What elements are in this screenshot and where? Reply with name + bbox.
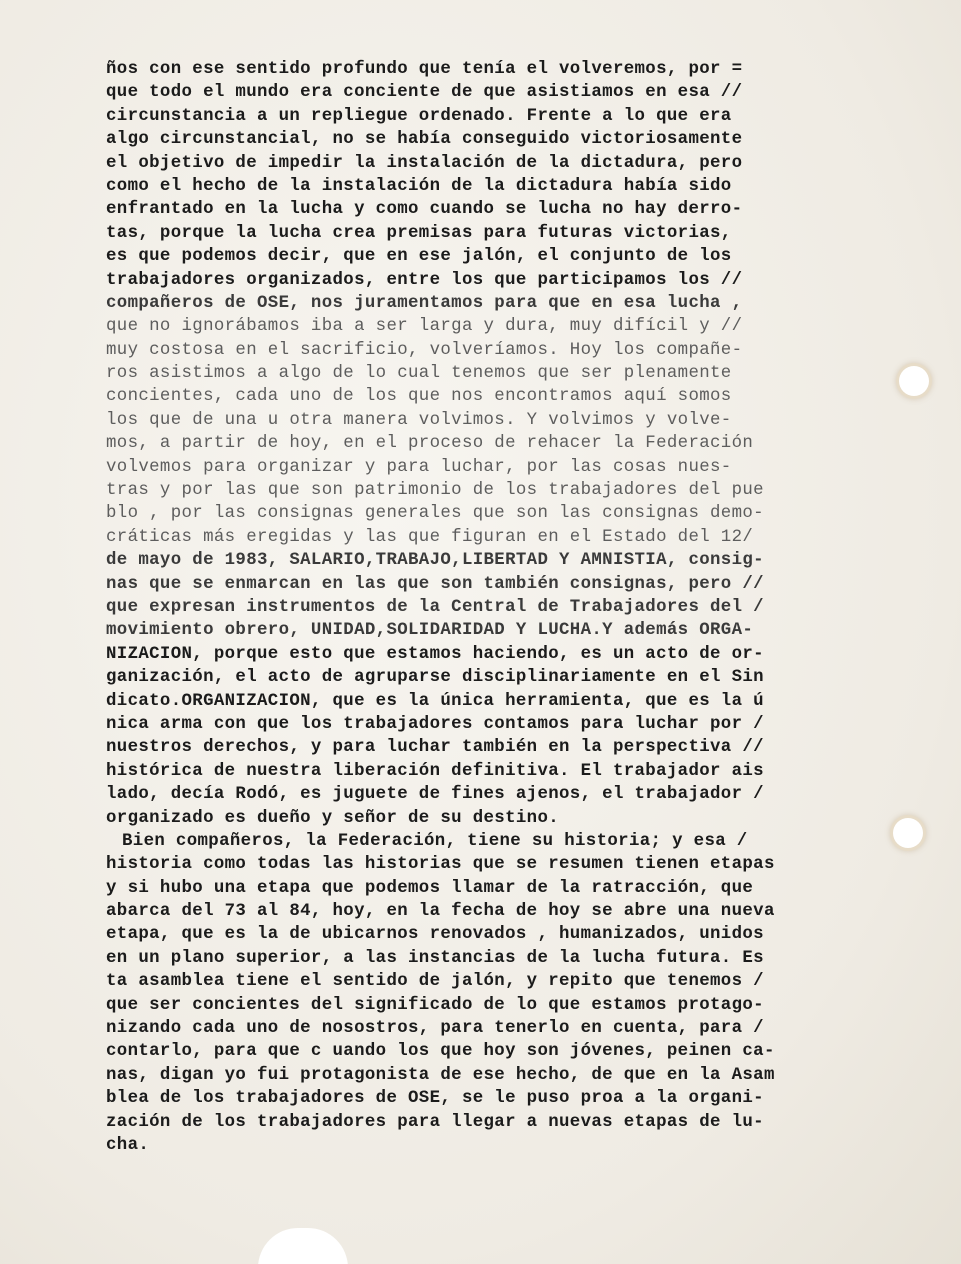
text-line: en un plano superior, a las instancias de la lucha futura. Es <box>106 948 764 968</box>
text-line: que ser concientes del significado de lo que estamos protago- <box>106 995 764 1015</box>
punch-hole-upper <box>899 366 929 396</box>
text-line: algo circunstancial, no se había conseguido victoriosamente <box>106 130 743 150</box>
text-line: tas, porque la lucha crea premisas para futuras victorias, <box>106 223 732 243</box>
text-line: muy costosa en el sacrificio, volveríamos. Hoy los compañe- <box>106 340 743 360</box>
text-line: tras y por las que son patrimonio de los trabajadores del pue <box>106 481 764 501</box>
text-line: Bien compañeros, la Federación, tiene su historia; y esa / <box>122 831 748 851</box>
text-line: ros asistimos a algo de lo cual tenemos que ser plenamente <box>106 364 732 384</box>
punch-hole-lower <box>893 818 923 848</box>
text-line: abarca del 73 al 84, hoy, en la fecha de hoy se abre una nueva <box>106 902 775 922</box>
text-line: que expresan instrumentos de la Central de Trabajadores del / <box>106 597 764 617</box>
text-line: nizando cada uno de nosostros, para tenerlo en cuenta, para / <box>106 1019 764 1039</box>
text-line: enfrantado en la lucha y como cuando se lucha no hay derro- <box>106 200 743 220</box>
text-line: cha. <box>106 1135 150 1155</box>
text-line: nas que se enmarcan en las que son también consignas, pero // <box>106 574 764 594</box>
typed-text-body <box>106 58 896 1157</box>
text-line: circunstancia a un repliegue ordenado. Frente a lo que era <box>106 106 732 126</box>
text-line: cráticas más eregidas y las que figuran en el Estado del 12/ <box>106 527 754 547</box>
text-line: dicato.ORGANIZACION, que es la única herramienta, que es la ú <box>106 691 764 711</box>
torn-edge <box>258 1228 348 1264</box>
text-line: de mayo de 1983, SALARIO,TRABAJO,LIBERTAD Y AMNISTIA, consig- <box>106 551 764 571</box>
text-line: blea de los trabajadores de OSE, se le puso proa a la organi- <box>106 1089 764 1109</box>
text-line: etapa, que es la de ubicarnos renovados , humanizados, unidos <box>106 925 764 945</box>
text-line: nas, digan yo fui protagonista de ese hecho, de que en la Asam <box>106 1065 775 1085</box>
text-line: volvemos para organizar y para luchar, por las cosas nues- <box>106 457 732 477</box>
text-line: el objetivo de impedir la instalación de la dictadura, pero <box>106 153 743 173</box>
text-line: nuestros derechos, y para luchar también en la perspectiva // <box>106 738 764 758</box>
text-line: contarlo, para que c uando los que hoy son jóvenes, peinen ca- <box>106 1042 775 1062</box>
text-line: los que de una u otra manera volvimos. Y volvimos y volve- <box>106 410 732 430</box>
text-line: movimiento obrero, UNIDAD,SOLIDARIDAD Y LUCHA.Y además ORGA- <box>106 621 754 641</box>
text-line: histórica de nuestra liberación definitiva. El trabajador ais <box>106 761 764 781</box>
text-line: es que podemos decir, que en ese jalón, el conjunto de los <box>106 247 732 267</box>
text-line: organizado es dueño y señor de su destino. <box>106 808 560 828</box>
text-line: historia como todas las historias que se resumen tienen etapas <box>106 855 775 875</box>
text-line: que todo el mundo era conciente de que asistiamos en esa // <box>106 83 743 103</box>
text-line: zación de los trabajadores para llegar a nuevas etapas de lu- <box>106 1112 764 1132</box>
text-line: trabajadores organizados, entre los que participamos los // <box>106 270 743 290</box>
text-line: como el hecho de la instalación de la dictadura había sido <box>106 176 732 196</box>
text-line: NIZACION, porque esto que estamos haciendo, es un acto de or- <box>106 644 764 664</box>
text-line: mos, a partir de hoy, en el proceso de rehacer la Federación <box>106 434 754 454</box>
text-line: concientes, cada uno de los que nos encontramos aquí somos <box>106 387 732 407</box>
text-line: lado, decía Rodó, es juguete de fines ajenos, el trabajador / <box>106 785 764 805</box>
text-line: blo , por las consignas generales que son las consignas demo- <box>106 504 764 524</box>
text-line: ganización, el acto de agruparse disciplinariamente en el Sin <box>106 668 764 688</box>
text-line: compañeros de OSE, nos juramentamos para que en esa lucha , <box>106 293 743 313</box>
text-line: que no ignorábamos iba a ser larga y dura, muy difícil y // <box>106 317 743 337</box>
text-line: y si hubo una etapa que podemos llamar de la ratracción, que <box>106 878 754 898</box>
text-line: ños con ese sentido profundo que tenía el volveremos, por = <box>106 60 743 79</box>
text-line: nica arma con que los trabajadores contamos para luchar por / <box>106 714 764 734</box>
text-line: ta asamblea tiene el sentido de jalón, y repito que tenemos / <box>106 972 764 992</box>
